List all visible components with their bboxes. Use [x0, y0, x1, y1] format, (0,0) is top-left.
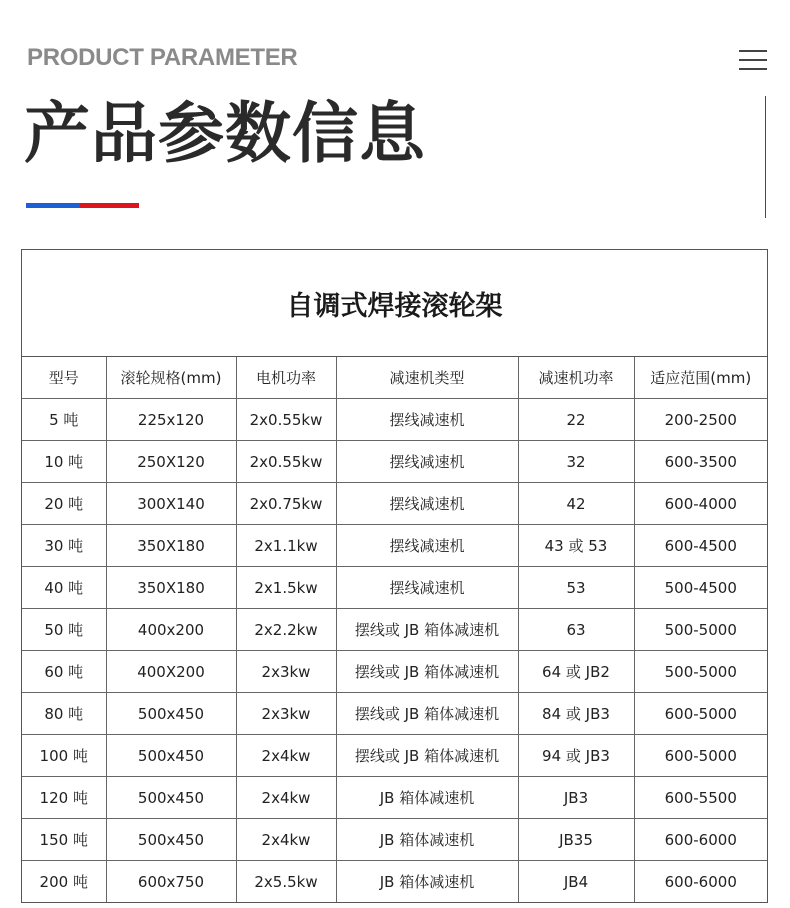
- table-cell: 600-6000: [664, 872, 737, 891]
- table-cell: 600-6000: [634, 819, 767, 861]
- table-cell: 摆线或 JB 箱体减速机: [336, 651, 518, 693]
- page-title: 产品参数信息: [24, 95, 426, 172]
- table-cell: 400X200: [106, 651, 236, 693]
- table-cell: 42: [518, 483, 634, 525]
- accent-bar-blue: [26, 203, 80, 208]
- table-cell: 500-4500: [634, 567, 767, 609]
- table-cell: 摆线或 JB 箱体减速机: [336, 735, 518, 777]
- table-body: [22, 399, 767, 903]
- table-cell: 摆线减速机: [336, 483, 518, 525]
- table-cell: 120 吨: [22, 777, 106, 819]
- table-cell: 500-5000: [634, 651, 767, 693]
- table-cell: 摆线减速机: [336, 525, 518, 567]
- table-cell: 53: [518, 567, 634, 609]
- table-cell: 2x4kw: [236, 819, 336, 861]
- table-cell: 50 吨: [22, 609, 106, 651]
- table-cell: 2x2.2kw: [236, 609, 336, 651]
- menu-line: [739, 59, 767, 61]
- table-cell: 600-4500: [634, 525, 767, 567]
- table-cell: 225x120: [106, 399, 236, 441]
- table-row: [22, 399, 767, 441]
- table-cell: 摆线或 JB 箱体减速机: [336, 693, 518, 735]
- table-row: [22, 693, 767, 735]
- table-cell: 2x4kw: [236, 777, 336, 819]
- hamburger-menu-icon[interactable]: [739, 50, 767, 72]
- table-cell: 2x0.55kw: [236, 441, 336, 483]
- table-cell: 500-5000: [634, 609, 767, 651]
- accent-bar-red: [80, 203, 139, 208]
- table-row: [22, 609, 767, 651]
- column-header: 电机功率: [236, 357, 336, 399]
- table-cell: 5 吨: [22, 399, 106, 441]
- table-cell: 600-5500: [634, 777, 767, 819]
- column-header: 减速机功率: [518, 357, 634, 399]
- table-cell: 600-3500: [634, 441, 767, 483]
- table-cell: 350X180: [106, 567, 236, 609]
- table-cell: 63: [518, 609, 634, 651]
- column-header: 适应范围(mm): [634, 357, 767, 399]
- table-cell: 200 吨: [22, 861, 106, 903]
- table-cell: 400x200: [106, 609, 236, 651]
- table-cell: 80 吨: [22, 693, 106, 735]
- table-row: [22, 441, 767, 483]
- table-row: [22, 861, 767, 903]
- table-row: [22, 567, 767, 609]
- table-cell: 600-5000: [634, 693, 767, 735]
- table-cell: 64 或 JB2: [518, 651, 634, 693]
- table-cell: 500x450: [106, 735, 236, 777]
- table-caption: 自调式焊接滚轮架: [22, 250, 767, 357]
- table-cell: 2x0.55kw: [236, 399, 336, 441]
- table-cell: 600-5000: [634, 735, 767, 777]
- table-cell: 2x4kw: [236, 735, 336, 777]
- table-cell: JB 箱体减速机: [336, 819, 518, 861]
- parameter-table: [22, 357, 767, 902]
- table-cell: 2x0.75kw: [236, 483, 336, 525]
- table-cell: 10 吨: [22, 441, 106, 483]
- table-cell: 40 吨: [22, 567, 106, 609]
- table-cell: 100 吨: [22, 735, 106, 777]
- table-cell: 150 吨: [22, 819, 106, 861]
- table-cell: 84 或 JB3: [518, 693, 634, 735]
- table-cell: 250X120: [106, 441, 236, 483]
- table-cell: 300X140: [106, 483, 236, 525]
- table-row: [22, 819, 767, 861]
- column-header: 型号: [22, 357, 106, 399]
- table-cell: JB35: [518, 819, 634, 861]
- table-header-row: [22, 357, 767, 399]
- parameter-table-container: [21, 249, 768, 903]
- table-cell: 摆线减速机: [336, 567, 518, 609]
- table-cell: 600x750: [106, 861, 236, 903]
- table-cell: JB4: [518, 861, 634, 903]
- table-cell: 500x450: [106, 777, 236, 819]
- vertical-divider: [765, 96, 766, 218]
- table-cell: 200-2500: [634, 399, 767, 441]
- table-cell: 2x3kw: [236, 693, 336, 735]
- table-cell: 500x450: [106, 819, 236, 861]
- table-cell: 2x3kw: [236, 651, 336, 693]
- table-cell: 94 或 JB3: [518, 735, 634, 777]
- table-row: [22, 735, 767, 777]
- table-cell: 32: [518, 441, 634, 483]
- column-header: 减速机类型: [336, 357, 518, 399]
- table-cell: 2x5.5kw: [236, 861, 336, 903]
- menu-line: [739, 50, 767, 52]
- table-cell: 摆线减速机: [336, 399, 518, 441]
- table-cell: 2x1.1kw: [236, 525, 336, 567]
- table-cell: JB3: [518, 777, 634, 819]
- table-row: [22, 525, 767, 567]
- table-row: [22, 651, 767, 693]
- table-cell: 30 吨: [22, 525, 106, 567]
- table-cell: JB 箱体减速机: [336, 861, 518, 903]
- menu-line: [739, 68, 767, 70]
- table-cell: 22: [518, 399, 634, 441]
- table-cell: 2x1.5kw: [236, 567, 336, 609]
- table-cell: JB 箱体减速机: [336, 777, 518, 819]
- table-cell: 350X180: [106, 525, 236, 567]
- table-cell: 摆线或 JB 箱体减速机: [336, 609, 518, 651]
- table-cell: 摆线减速机: [336, 441, 518, 483]
- table-cell: 600-4000: [634, 483, 767, 525]
- table-row: [22, 777, 767, 819]
- column-header: 滚轮规格(mm): [106, 357, 236, 399]
- table-row: [22, 483, 767, 525]
- section-subtitle-en: PRODUCT PARAMETER: [27, 44, 298, 71]
- table-cell: 500x450: [106, 693, 236, 735]
- table-cell: 60 吨: [22, 651, 106, 693]
- table-cell: 20 吨: [22, 483, 106, 525]
- table-cell: 43 或 53: [518, 525, 634, 567]
